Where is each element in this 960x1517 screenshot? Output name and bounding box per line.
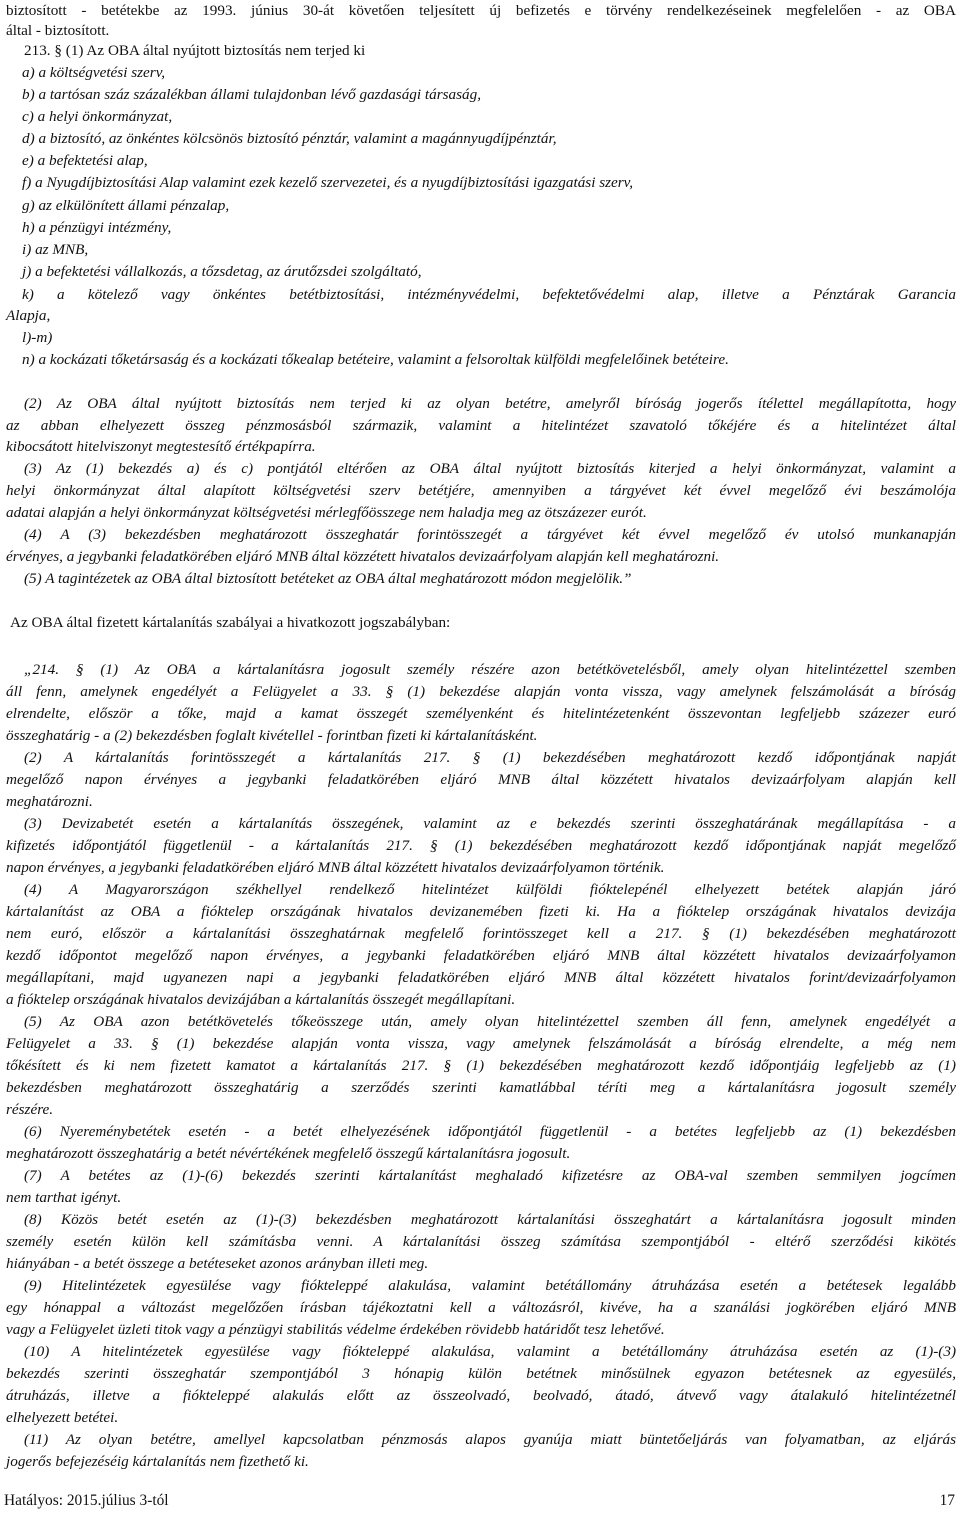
section-heading: 213. § (1) Az OBA által nyújtott biztosítás nem terjed ki	[24, 42, 366, 59]
paragraph-line: (4) A (3) bekezdésben meghatározott összeghatár forintösszegét a tárgyévet két évvel megelőző év utolsó munkanapján	[24, 526, 956, 543]
paragraph-line: (8) Közös betét esetén az (1)-(3) bekezdésben meghatározott kártalanítási összeghatárt a kártalanításra jogosult minden	[24, 1211, 956, 1228]
list-item: f) a Nyugdíjbiztosítási Alap valamint ezek kezelő szervezetei, és a nyugdíjbiztosítási igazgatási szerv,	[22, 174, 634, 191]
paragraph-line: az abban elhelyezett összeg pénzmosásból származik, valamint a hitelintézet szavatoló tőkéjére és a hitelintézet által	[6, 417, 956, 434]
list-item: k) a kötelező vagy önkéntes betétbiztosítási, intézményvédelmi, befektetővédelmi alap, illetve a Pénztárak Garancia	[22, 286, 956, 303]
paragraph-line: (2) A kártalanítás forintösszegét a kártalanítás 217. § (1) bekezdésében meghatározott kezdő időpontjának napját	[24, 749, 956, 766]
paragraph-line: bekezdésben meghatározott összeghatárig a szerződés szerinti kamatlábbal téríti meg a kártalanításra jogosult személy	[6, 1079, 956, 1096]
paragraph-line: kezdő időpontot megelőző napon érvényes, a jegybanki feladatkörében eljáró MNB által közzétett hivatalos devizaárfolyamon	[6, 947, 956, 964]
paragraph-line: (2) Az OBA által nyújtott biztosítás nem terjed ki az olyan betétre, amelyről bíróság jogerős ítélettel megállapította, hogy	[24, 395, 956, 412]
footer-effective-date: Hatályos: 2015.július 3-tól	[4, 1492, 169, 1509]
list-item: l)-m)	[22, 329, 53, 346]
paragraph-line: kifizetés időpontjától függetlenül - a kártalanítás 217. § (1) bekezdésében meghatározott kezdő időpontjának napját megelőző	[6, 837, 956, 854]
paragraph-line: hiányában - a betét összege a betéteseket azonos arányban illeti meg.	[6, 1255, 429, 1272]
page-number: 17	[939, 1492, 955, 1509]
paragraph-line: „214. § (1) Az OBA a kártalanításra jogosult személy részére azon betétkövetelésből, amely olyan hitelintézettel szemben	[24, 661, 956, 678]
list-item: a) a költségvetési szerv,	[22, 64, 166, 81]
list-item: h) a pénzügyi intézmény,	[22, 219, 172, 236]
paragraph-line: jogerős befejezéséig kártalanítás nem fizethető ki.	[6, 1453, 309, 1470]
paragraph-line: Felügyelet a 33. § (1) bekezdése alapján vonta vissza, vagy amelynek felszámolását a bíróság elrendelte, a még nem	[6, 1035, 956, 1052]
text-line: biztosított - betétekbe az 1993. június 30-át követően teljesített új befizetés e törvény rendelkezéseinek megfelelően - az OBA	[6, 2, 956, 19]
paragraph-line: meghatározott összeghatárig a betét névértékének megfelelő összegű kártalanításra jogosult.	[6, 1145, 571, 1162]
paragraph-line: napon érvényes, a jegybanki feladatkörében eljáró MNB által közzétett hivatalos devizaárfolyamon történik.	[6, 859, 665, 876]
paragraph-line: részére.	[6, 1101, 54, 1118]
paragraph-line: (5) Az OBA azon betétkövetelés tőkeösszege után, amely olyan hitelintézettel szemben áll fenn, amelynek engedélyét a	[24, 1013, 956, 1030]
paragraph-line: nem tarthat igényt.	[6, 1189, 122, 1206]
paragraph-line: adatai alapján a helyi önkormányzat költségvetési mérlegfőösszege nem haladja meg az ötszázezer eurót.	[6, 504, 647, 521]
list-item: d) a biztosító, az önkéntes kölcsönös biztosító pénztár, valamint a magánnyugdíjpénztár,	[22, 130, 557, 147]
paragraph-line: nem euró, először a kártalanítási összeghatárnak megfelelő forintösszeget kell a 217. § (1) bekezdésében meghatározott	[6, 925, 956, 942]
paragraph-line: vagy a Felügyelet üzleti titok vagy a pénzügyi stabilitás védelme érdekében rövidebb határidőt tesz lehetővé.	[6, 1321, 665, 1338]
list-item: n) a kockázati tőketársaság és a kockázati tőkealap betéteire, valamint a felsoroltak külföldi megfelelőinek betéteire.	[22, 351, 729, 368]
paragraph-line: kibocsátott hitelviszonyt megtestesítő értékpapírra.	[6, 438, 316, 455]
paragraph-line: (11) Az olyan betétre, amellyel kapcsolatban pénzmosás alapos gyanúja miatt büntetőeljárás van folyamatban, az eljárás	[24, 1431, 956, 1448]
list-item: j) a befektetési vállalkozás, a tőzsdetag, az árutőzsdei szolgáltató,	[22, 263, 422, 280]
paragraph-line: megállapítani, majd ugyanezen napi a jegybanki feladatkörében eljáró MNB által közzétett hivatalos forint/devizaárfolyamon	[6, 969, 956, 986]
list-item: Alapja,	[6, 307, 51, 324]
paragraph-line: elhelyezett betétei.	[6, 1409, 119, 1426]
list-item: b) a tartósan száz százalékban állami tulajdonban lévő gazdasági társaság,	[22, 86, 482, 103]
paragraph-line: (6) Nyereménybetétek esetén - a betét elhelyezésének időpontjától függetlenül - a betétes legfeljebb az (1) bekezdésben	[24, 1123, 956, 1140]
paragraph-line: személy esetén külön kell számításba venni. A kártalanítási összeg számítása szempontjából - eltérő szerződési kikötés	[6, 1233, 956, 1250]
paragraph-line: (10) A hitelintézetek egyesülése vagy fiókteleppé alakulása, valamint a betétállomány átruházása esetén az (1)-(3)	[24, 1343, 956, 1360]
paragraph-line: (9) Hitelintézetek egyesülése vagy fiókteleppé alakulása, valamint betétállomány átruházása esetén a betétesek legalább	[24, 1277, 956, 1294]
list-item: g) az elkülönített állami pénzalap,	[22, 197, 230, 214]
paragraph-line: érvényes, a jegybanki feladatkörében eljáró MNB által közzétett hivatalos devizaárfolyam alapján kell meghatározni.	[6, 548, 720, 565]
paragraph-line: meghatározni.	[6, 793, 93, 810]
paragraph-line: egy hónappal a változást megelőzően írásban tájékoztatni kell a változásról, kivéve, ha a szanálási jogkörében eljáró MNB	[6, 1299, 956, 1316]
paragraph-line: átruházás, illetve a fiókteleppé alakulás előtt az összeolvadó, beolvadó, átadó, átvevő vagy átalakuló hitelintézetnél	[6, 1387, 956, 1404]
text-line: által - biztosított.	[6, 22, 110, 39]
paragraph-line: összeghatárig - a (2) bekezdésben foglalt kivétellel - forintban fizeti ki kártalanításként.	[6, 727, 538, 744]
paragraph-line: helyi önkormányzat által alapított költségvetési szerv betétjére, amennyiben a tárgyévet két évvel megelőző évi beszámolója	[6, 482, 956, 499]
paragraph-line: elrendelte, először a tőke, majd a kamat összegét személyenként és hitelintézetenként összevontan legfeljebb százezer euró	[6, 705, 956, 722]
paragraph-line: (5) A tagintézetek az OBA által biztosított betéteket az OBA által meghatározott módon megjelölik.”	[24, 570, 632, 587]
paragraph-line: (7) A betétes az (1)-(6) bekezdés szerinti kártalanítást meghaladó kifizetésre az OBA-val szemben semmilyen jogcímen	[24, 1167, 956, 1184]
list-item: i) az MNB,	[22, 241, 89, 258]
paragraph-line: a fióktelep országának hivatalos devizájában a kártalanítás összegét megállapítani.	[6, 991, 516, 1008]
paragraph-line: áll fenn, amelynek engedélyét a Felügyelet a 33. § (1) bekezdése alapján vonta vissza, vagy amelynek felszámolását a bíróság	[6, 683, 956, 700]
section-intro: Az OBA által fizetett kártalanítás szabályai a hivatkozott jogszabályban:	[10, 614, 451, 631]
paragraph-line: (4) A Magyarországon székhellyel rendelkező hitelintézet külföldi fióktelepénél elhelyezett betétek alapján járó	[24, 881, 956, 898]
paragraph-line: tőkésített és ki nem fizetett kamatot a kártalanítás 217. § (1) bekezdésében meghatározott kezdő időpontjáig legfeljebb az (1)	[6, 1057, 956, 1074]
paragraph-line: (3) Az (1) bekezdés a) és c) pontjától eltérően az OBA által nyújtott biztosítás kiterjed a helyi önkormányzat, valamint a	[24, 460, 956, 477]
list-item: e) a befektetési alap,	[22, 152, 148, 169]
paragraph-line: bekezdés szerinti összeghatár szempontjából 3 hónapig külön betétnek minősülnek egyazon betétesnek az egyesülés,	[6, 1365, 956, 1382]
paragraph-line: megelőző napon érvényes a jegybanki feladatkörében eljáró MNB által közzétett hivatalos devizaárfolyam alapján kell	[6, 771, 956, 788]
paragraph-line: kártalanítást az OBA a fióktelep országának hivatalos devizanemében fizeti ki. Ha a fióktelep országának hivatalos devizája	[6, 903, 956, 920]
paragraph-line: (3) Devizabetét esetén a kártalanítás összegének, valamint az e bekezdés szerinti összeghatárának megállapítása - a	[24, 815, 956, 832]
list-item: c) a helyi önkormányzat,	[22, 108, 173, 125]
